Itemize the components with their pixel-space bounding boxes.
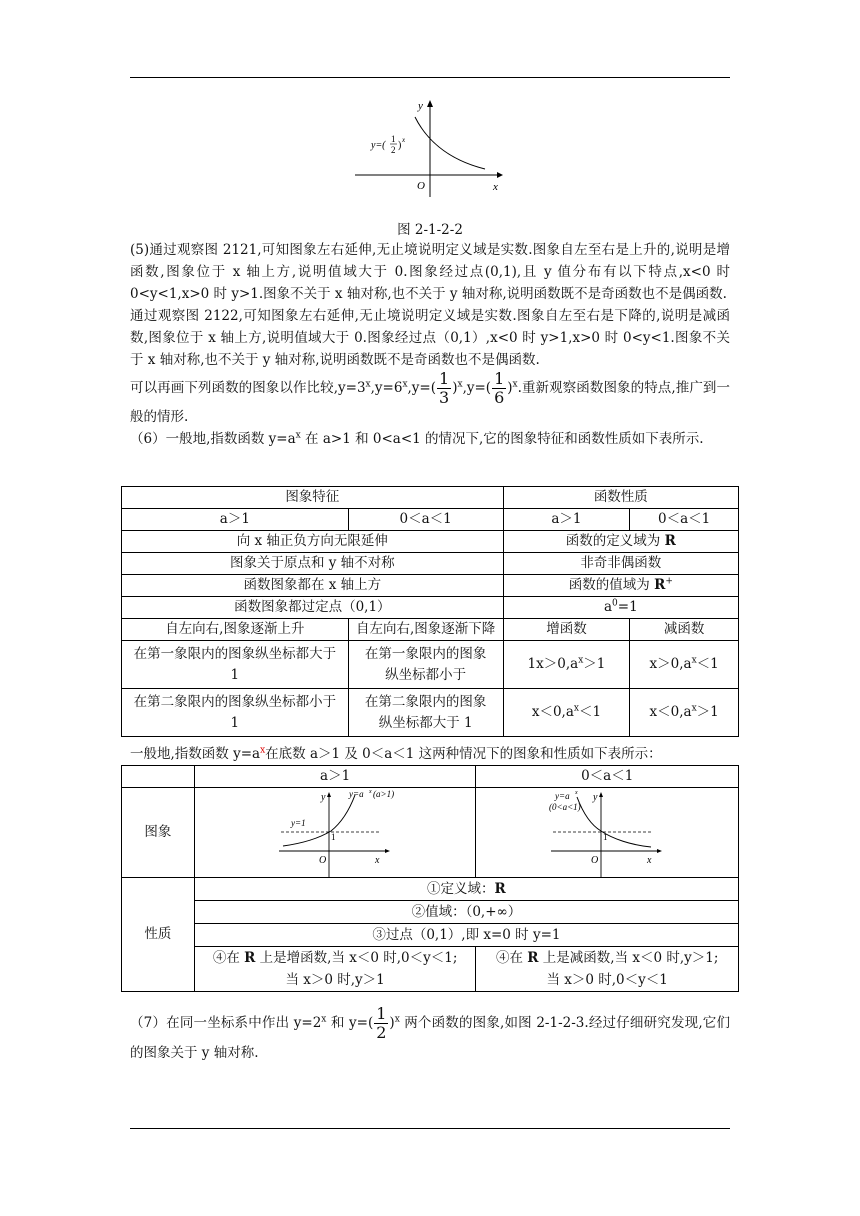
figure-func-exp: x — [402, 136, 406, 144]
table-cell — [503, 597, 738, 619]
cell-a-lt-1: 0＜a＜1 — [630, 509, 739, 531]
cell-text: =1 — [617, 599, 638, 615]
table-cell: 向 x 轴正负方向无限延伸 — [122, 531, 504, 553]
cell-text: a — [603, 599, 613, 615]
graph2-func-label: y=a — [555, 790, 570, 801]
cell-text: 函数的定义域为 — [565, 533, 665, 549]
cell-bold: R — [654, 577, 666, 593]
figure-func-prefix: y=( — [371, 140, 386, 151]
table-cell: 在第二象限内的图象纵坐标都大于 1 — [348, 689, 503, 737]
paragraph-5c — [130, 371, 730, 428]
table-cell: 减函数 — [630, 619, 739, 641]
paragraph-block-5 — [130, 239, 730, 450]
fraction-1-2 — [374, 1006, 388, 1041]
cell-bold: R — [244, 950, 256, 966]
fraction-den: 6 — [494, 388, 505, 407]
row-label-properties: 性质 — [122, 878, 195, 992]
paragraph-8 — [130, 1006, 730, 1065]
table-row — [122, 878, 739, 901]
p8-text-4: 两个函数的图象,如图 2-1-2-3.经过仔细研究发现,它们的图象关于 y 轴对称. — [130, 1015, 730, 1061]
graph2-one-label: 1 — [603, 831, 608, 842]
table-row — [122, 924, 739, 947]
p5c-exp-4: x — [512, 379, 518, 390]
cell-a-gt-1: a＞1 — [503, 509, 630, 531]
cell-text: x＜0,a — [649, 704, 692, 720]
table-cell: ③过点（0,1）,即 x=0 时 y=1 — [194, 924, 738, 947]
growth-graph — [275, 789, 395, 877]
p8-exp: x — [321, 1014, 327, 1025]
graph1-func-label: y=a — [349, 788, 364, 799]
p7-exp: x — [260, 745, 266, 756]
header-graph-features: 图象特征 — [122, 487, 504, 509]
p5c-text-1: 可以再画下列函数的图象以作比较,y=3 — [130, 380, 366, 396]
table-row — [122, 531, 739, 553]
table-row — [122, 641, 739, 689]
graph2-x-label: x — [647, 854, 652, 866]
graph1-one-label: 1 — [331, 831, 336, 842]
cell-sup: x — [573, 703, 579, 714]
table-cell: 非奇非偶函数 — [503, 553, 738, 575]
table-cell — [503, 531, 738, 553]
cell-text: 上是增函数,当 x＜0 时,0＜y＜1; — [255, 950, 458, 966]
table-row — [122, 689, 739, 737]
table-cell: ②值域：（0,+∞） — [194, 901, 738, 924]
figure-func-den: 2 — [391, 145, 396, 155]
p6-text-1: （6）一般地,指数函数 y=a — [130, 431, 296, 447]
figure-decay-graph — [355, 97, 505, 197]
cell-a-gt-1: a＞1 — [122, 509, 349, 531]
graph2-func-exp: x — [575, 789, 578, 796]
table-row — [122, 597, 739, 619]
cell-sup: + — [665, 576, 673, 587]
table-row — [122, 487, 739, 509]
paragraph-5b: 通过观察图 2122,可知图象左右延伸,无止境说明定义域是实数.图象自左至右是下降的,说明是减函数,图象位于 x 轴上方,说明值域大于 0.图象经过点（0,1）,x<0 时 y>1,x>0 时 0<y<1.图象不关于 x 轴对称,也不关于 y 轴对称,说明函数既不是奇函数也不是偶函数. — [130, 308, 730, 368]
cell-sup: x — [691, 703, 697, 714]
p5c-exp-2: x — [402, 379, 408, 390]
p5c-text-4: ) — [452, 380, 458, 396]
graph-cell-growth — [194, 788, 476, 878]
table-cell: 函数图象都在 x 轴上方 — [122, 575, 504, 597]
table-row — [122, 901, 739, 924]
cell-text: x＞0,a — [649, 656, 692, 672]
decay-graph — [547, 789, 667, 877]
fraction-1-6 — [492, 371, 506, 406]
table-cell: 自左向右,图象逐渐下降 — [348, 619, 503, 641]
p6-exp: x — [295, 430, 301, 441]
p5c-text-7: .重新观察函数图象的特点,推广到一般的情形. — [130, 380, 730, 425]
graph1-x-label: x — [375, 854, 380, 866]
table-cell — [503, 575, 738, 597]
graph2-func-cond: (0<a<1) — [549, 801, 581, 812]
table-cell: 在第二象限内的图象纵坐标都小于 1 — [122, 689, 349, 737]
table-cell: 函数图象都过定点（0,1） — [122, 597, 504, 619]
p8-exp-2: x — [394, 1014, 400, 1025]
table-row — [122, 788, 739, 878]
p8-text-1: （7）在同一坐标系中作出 y=2 — [130, 1015, 322, 1031]
graph2-origin-label: O — [591, 854, 599, 866]
table-row — [122, 619, 739, 641]
cell-text: ＜1 — [578, 704, 602, 720]
cell-text: ①定义域： — [427, 881, 495, 897]
p5c-exp-1: x — [365, 379, 371, 390]
graph1-y-label: y — [321, 791, 326, 803]
paragraph-7 — [130, 743, 730, 765]
cell-bold: R — [664, 533, 676, 549]
figure-x-label: x — [493, 181, 498, 193]
fraction-den: 2 — [376, 1023, 387, 1042]
paragraph-5: (5)通过观察图 2121,可知图象左右延伸,无止境说明定义域是实数.图象自左至右是上升的,说明是增函数,图象位于 x 轴上方,说明值域大于 0.图象经过点(0,1),且 y 值分布有以下特点,x<0 时 0<y<1,x>0 时 y>1.图象不关于 x 轴对称,也不关于 y 轴对称,说明函数既不是奇函数也不是偶函数. — [130, 242, 730, 302]
table-cell: 在第一象限内的图象纵坐标都大于 1 — [122, 641, 349, 689]
fraction-num: 1 — [439, 369, 450, 388]
table-cell — [630, 689, 739, 737]
table-row — [122, 575, 739, 597]
table-cell — [476, 947, 739, 992]
cell-text: 函数的值域为 — [568, 577, 655, 593]
p8-text-2: 和 y=( — [326, 1015, 374, 1031]
graph-cell-decay — [476, 788, 739, 878]
table-cell — [630, 641, 739, 689]
header-a-gt-1: a＞1 — [194, 766, 476, 788]
top-rule — [130, 77, 730, 78]
p5c-text-2: ,y=6 — [370, 380, 403, 396]
row-label-graph: 图象 — [122, 788, 195, 878]
fraction-1-3 — [437, 371, 451, 406]
graph2-y-label: y — [593, 791, 598, 803]
graph-properties-table — [121, 765, 739, 992]
table-cell: 在第一象限内的图象纵坐标都小于 — [348, 641, 503, 689]
cell-sup: x — [691, 655, 697, 666]
table-cell — [122, 766, 195, 788]
figure-func-suffix: ) — [398, 140, 402, 151]
table-row — [122, 766, 739, 788]
bottom-rule — [130, 1128, 730, 1129]
graph1-func-exp: x — [369, 788, 372, 795]
table-row — [122, 947, 739, 992]
fraction-num: 1 — [376, 1004, 387, 1023]
cell-sup: x — [578, 655, 584, 666]
cell-text: 1x＞0,a — [527, 656, 579, 672]
header-function-properties: 函数性质 — [503, 487, 738, 509]
cell-bold: R — [494, 881, 506, 897]
p5c-text-5: ,y=( — [462, 380, 492, 396]
header-a-lt-1: 0＜a＜1 — [476, 766, 739, 788]
cell-text: ＜1 — [696, 656, 719, 672]
cell-a-lt-1: 0＜a＜1 — [348, 509, 503, 531]
cell-sup: 0 — [612, 598, 618, 609]
p8-text-3: ) — [389, 1015, 395, 1031]
p7-text-1: 一般地,指数函数 y=a — [130, 746, 261, 762]
fraction-num: 1 — [494, 369, 505, 388]
cell-text: 当 x＞0 时,y＞1 — [285, 972, 385, 988]
p6-text-2: 在 a>1 和 0<a<1 的情况下,它的图象特征和函数性质如下表所示. — [300, 431, 704, 447]
table-cell — [194, 878, 738, 901]
p7-text-2: 在底数 a＞1 及 0＜a＜1 这两种情况下的图象和性质如下表所示： — [265, 746, 662, 762]
fraction-den: 3 — [439, 388, 450, 407]
graph1-origin-label: O — [319, 854, 327, 866]
p5c-exp-3: x — [457, 379, 463, 390]
table-cell: 图象关于原点和 y 轴不对称 — [122, 553, 504, 575]
table-cell — [194, 947, 476, 992]
cell-text: ④在 — [495, 950, 528, 966]
table-cell: 自左向右,图象逐渐上升 — [122, 619, 349, 641]
cell-text: 当 x＞0 时,0＜y＜1 — [546, 972, 668, 988]
cell-bold: R — [527, 950, 539, 966]
figure-caption: 图 2-1-2-2 — [397, 222, 463, 238]
figure-func-num: 1 — [391, 134, 396, 144]
cell-text: 上是减函数,当 x＜0 时,y＞1; — [538, 950, 719, 966]
table-cell — [503, 641, 630, 689]
table-cell: 增函数 — [503, 619, 630, 641]
table-cell — [503, 689, 630, 737]
table-row — [122, 553, 739, 575]
cell-text: ④在 — [212, 950, 245, 966]
figure-y-label: y — [418, 100, 423, 112]
properties-table — [121, 486, 739, 737]
graph1-func-cond: (a>1) — [373, 788, 395, 799]
cell-text: ＞1 — [696, 704, 719, 720]
p5c-text-3: ,y=( — [407, 380, 437, 396]
table-row — [122, 509, 739, 531]
figure-origin-label: O — [417, 180, 425, 192]
paragraph-6 — [130, 428, 730, 450]
cell-text: x＜0,a — [531, 704, 574, 720]
graph1-y1-label: y=1 — [291, 817, 306, 828]
cell-text: ＞1 — [583, 656, 606, 672]
p5c-text-6: ) — [507, 380, 513, 396]
